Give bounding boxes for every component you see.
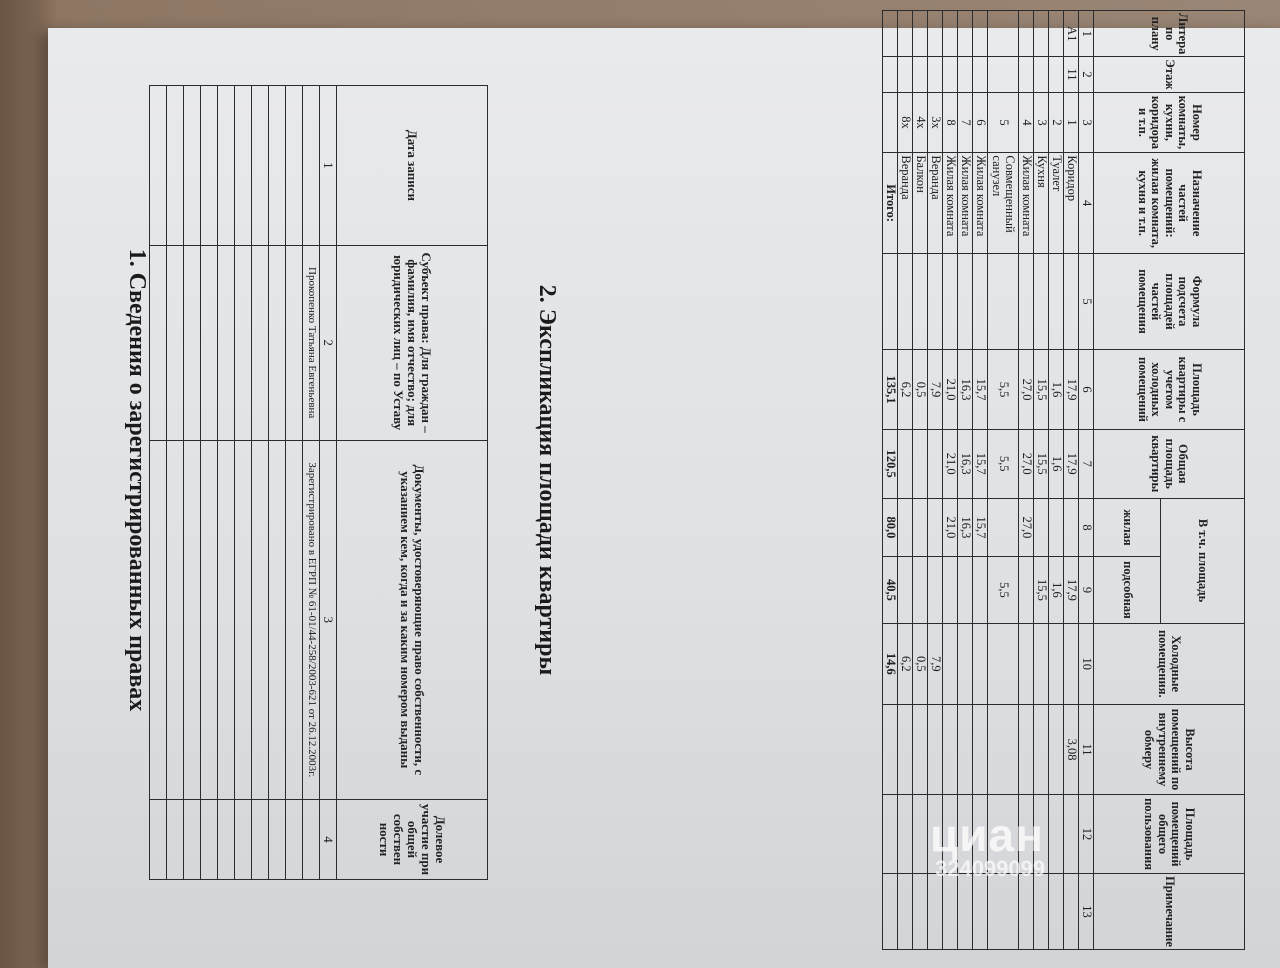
cell-height — [1019, 705, 1034, 795]
cell-cold — [973, 623, 988, 704]
cell-formula — [988, 253, 1019, 349]
header-floor: Этаж — [1094, 57, 1245, 92]
cell-litera — [973, 11, 988, 57]
cell-auxiliary: 1,6 — [1049, 557, 1064, 623]
cell-purpose: Кухня — [1034, 153, 1049, 254]
table-row — [913, 11, 928, 950]
total-living: 80,0 — [883, 498, 898, 557]
cell-auxiliary — [913, 557, 928, 623]
cell-auxiliary — [973, 557, 988, 623]
total-total-area: 120,5 — [883, 429, 898, 498]
cell-height — [1049, 705, 1064, 795]
col-number: 1 — [320, 86, 337, 246]
cell-auxiliary: 17,9 — [1064, 557, 1079, 623]
cell-floor — [1049, 57, 1064, 92]
cell-living — [1034, 498, 1049, 557]
cell-purpose: Жилая комната — [958, 153, 973, 254]
cell-living — [988, 498, 1019, 557]
record-date-cell — [303, 86, 320, 246]
cell-common — [898, 795, 913, 874]
section2-title: 2. Экспликация площади квартиры — [534, 284, 560, 676]
cell-cold: 7,9 — [928, 623, 943, 704]
cell-litera: А1 — [1064, 11, 1079, 57]
cell-formula — [1049, 253, 1064, 349]
cell-purpose: Жилая комната — [973, 153, 988, 254]
col-number: 12 — [1079, 795, 1094, 874]
header-purpose: Назначение частей помещений: жилая комната, кухня и т.п. — [1094, 153, 1245, 254]
cell-height — [988, 705, 1019, 795]
cell-living — [1064, 498, 1079, 557]
cell-purpose: Веранда — [898, 153, 913, 254]
owner-name: Прокопенко Татьяна Евгеньевна — [303, 245, 320, 440]
cell-formula — [883, 253, 898, 349]
cell-cold — [1019, 623, 1034, 704]
cell-height — [1034, 705, 1049, 795]
cell-room-number: 4 — [1019, 92, 1034, 153]
cell-purpose: Совмещенный санузел — [988, 153, 1019, 254]
col-number: 4 — [320, 800, 337, 880]
cell-room-number: 7 — [958, 92, 973, 153]
cell-area-with-cold: 16,3 — [958, 350, 973, 430]
cell-litera — [1049, 11, 1064, 57]
cell-floor — [928, 57, 943, 92]
cell-litera — [898, 11, 913, 57]
cell-auxiliary — [1019, 557, 1034, 623]
cell-room-number: 5 — [988, 92, 1019, 153]
cell-height — [958, 705, 973, 795]
cell-height — [913, 705, 928, 795]
cell-area-with-cold: 21,0 — [943, 350, 958, 430]
cell-common — [883, 795, 898, 874]
cell-cold — [1064, 623, 1079, 704]
col-number: 8 — [1079, 498, 1094, 557]
cell-floor — [958, 57, 973, 92]
header-living: жилая — [1094, 498, 1161, 557]
cell-formula — [1034, 253, 1049, 349]
cell-floor — [1034, 57, 1049, 92]
cell-room-number — [883, 92, 898, 153]
cell-cold: 6,2 — [898, 623, 913, 704]
header-height: Высота помещений по внутреннему обмеру — [1094, 705, 1245, 795]
cell-litera — [943, 11, 958, 57]
cell-floor: 11 — [1064, 57, 1079, 92]
cell-height — [928, 705, 943, 795]
col-number: 4 — [1079, 153, 1094, 254]
cell-litera — [883, 11, 898, 57]
col-number: 3 — [1079, 92, 1094, 153]
cell-area-with-cold: 0,5 — [913, 350, 928, 430]
cell-floor — [973, 57, 988, 92]
cell-formula — [1019, 253, 1034, 349]
cell-living — [898, 498, 913, 557]
cell-formula — [913, 253, 928, 349]
header-room-number: Номер комнаты, кухни, коридора и т.п. — [1094, 92, 1245, 153]
header-including-area: В т.ч. площадь — [1160, 498, 1244, 623]
col-number: 5 — [1079, 253, 1094, 349]
cell-litera — [1019, 11, 1034, 57]
table-row — [898, 11, 913, 950]
cell-height — [943, 705, 958, 795]
cell-living: 27,0 — [1019, 498, 1034, 557]
cell-room-number: 3 — [1034, 92, 1049, 153]
cian-watermark-logo: циан — [930, 809, 1044, 861]
cell-area-with-cold: 17,9 — [1064, 350, 1079, 430]
cell-note — [928, 874, 943, 950]
cell-cold — [988, 623, 1019, 704]
cell-litera — [988, 11, 1019, 57]
cell-area-with-cold: 5,5 — [988, 350, 1019, 430]
cell-purpose: Жилая комната — [1019, 153, 1034, 254]
header-record-date: Дата записи — [337, 86, 488, 246]
cell-living — [928, 498, 943, 557]
cell-auxiliary — [898, 557, 913, 623]
listing-id-watermark: 324099099 — [935, 856, 1046, 881]
cell-total-area: 16,3 — [958, 429, 973, 498]
cell-formula — [928, 253, 943, 349]
cell-area-with-cold: 6,2 — [898, 350, 913, 430]
cell-total-area: 1,6 — [1049, 429, 1064, 498]
cell-total-area: 15,7 — [973, 429, 988, 498]
total-area-with-cold: 135,1 — [883, 350, 898, 430]
cell-litera — [1034, 11, 1049, 57]
cell-floor — [883, 57, 898, 92]
cell-living — [913, 498, 928, 557]
cell-formula — [958, 253, 973, 349]
cell-floor — [913, 57, 928, 92]
cell-cold — [1034, 623, 1049, 704]
header-auxiliary: подсобная — [1094, 557, 1161, 623]
header-subject: Субъект права: Для граждан – фамилия, имя отчество; для юридических лиц – по Уставу — [337, 245, 488, 440]
cell-total-area — [913, 429, 928, 498]
registered-rights-table — [149, 85, 488, 880]
cell-floor — [1019, 57, 1034, 92]
cell-note — [973, 874, 988, 950]
cell-note — [958, 874, 973, 950]
cell-common — [1049, 795, 1064, 874]
cell-area-with-cold: 1,6 — [1049, 350, 1064, 430]
col-number: 2 — [320, 245, 337, 440]
header-common-area: Площадь помещений общего пользования — [1094, 795, 1245, 874]
cell-cold — [1049, 623, 1064, 704]
cell-room-number: 3х — [928, 92, 943, 153]
cell-note — [1034, 874, 1049, 950]
cell-note — [898, 874, 913, 950]
cell-height: 3,08 — [1064, 705, 1079, 795]
col-number: 7 — [1079, 429, 1094, 498]
cell-room-number: 4х — [913, 92, 928, 153]
col-number: 3 — [320, 440, 337, 799]
cell-room-number: 8 — [943, 92, 958, 153]
cell-room-number: 1 — [1064, 92, 1079, 153]
cell-height — [883, 705, 898, 795]
cell-note — [913, 874, 928, 950]
header-documents: Документы, удостоверяющие право собственности, с указанием кем, когда и за каким номером выданы — [337, 440, 488, 799]
cell-room-number: 6 — [973, 92, 988, 153]
header-share: Долевое участие при общей собствен ности — [337, 800, 488, 880]
cell-purpose: Веранда — [928, 153, 943, 254]
section1-title: 1. Сведения о зарегистрированных правах — [124, 248, 150, 712]
total-auxiliary: 40,5 — [883, 557, 898, 623]
cell-height — [898, 705, 913, 795]
col-number: 11 — [1079, 705, 1094, 795]
cell-floor — [988, 57, 1019, 92]
cell-total-area: 17,9 — [1064, 429, 1079, 498]
table-row — [1064, 11, 1079, 950]
cell-total-area — [898, 429, 913, 498]
cell-note — [883, 874, 898, 950]
cell-total-area: 21,0 — [943, 429, 958, 498]
total-cold: 14,6 — [883, 623, 898, 704]
cell-room-number: 8х — [898, 92, 913, 153]
cell-area-with-cold: 15,5 — [1034, 350, 1049, 430]
cell-formula — [943, 253, 958, 349]
cell-cold — [958, 623, 973, 704]
cell-cold: 0,5 — [913, 623, 928, 704]
cell-auxiliary: 15,5 — [1034, 557, 1049, 623]
cell-total-area: 27,0 — [1019, 429, 1034, 498]
cell-total-area: 15,5 — [1034, 429, 1049, 498]
col-number: 1 — [1079, 11, 1094, 57]
cell-note — [943, 874, 958, 950]
share-cell — [303, 800, 320, 880]
cell-formula — [1064, 253, 1079, 349]
cell-area-with-cold: 27,0 — [1019, 350, 1034, 430]
cell-litera — [958, 11, 973, 57]
cell-cold — [943, 623, 958, 704]
col-number: 9 — [1079, 557, 1094, 623]
cell-living: 16,3 — [958, 498, 973, 557]
cell-note — [988, 874, 1019, 950]
header-cold-rooms: Холодные помещения. — [1094, 623, 1245, 704]
cell-area-with-cold: 7,9 — [928, 350, 943, 430]
header-litera: Литера по плану — [1094, 11, 1245, 57]
header-area-with-cold: Площадь квартиры с учетом холодных помещений — [1094, 350, 1245, 430]
cell-common — [913, 795, 928, 874]
header-formula: Формула подсчета площадей частей помещения — [1094, 253, 1245, 349]
cell-formula — [898, 253, 913, 349]
cell-formula — [973, 253, 988, 349]
cell-living — [1049, 498, 1064, 557]
cell-height — [973, 705, 988, 795]
total-label: Итого: — [883, 153, 898, 254]
cell-litera — [928, 11, 943, 57]
ownership-document: Зарегистрировано в ЕГРП № 61-01/44-258/2003-621 от 26.12.2003г. — [303, 440, 320, 799]
col-number: 6 — [1079, 350, 1094, 430]
cell-living: 21,0 — [943, 498, 958, 557]
cell-floor — [898, 57, 913, 92]
header-note: Примечание — [1094, 874, 1245, 950]
cell-purpose: Балкон — [913, 153, 928, 254]
total-row — [883, 11, 898, 950]
cell-area-with-cold: 15,7 — [973, 350, 988, 430]
table-row — [1049, 11, 1064, 950]
cell-floor — [943, 57, 958, 92]
cell-purpose: Жилая комната — [943, 153, 958, 254]
cell-auxiliary — [958, 557, 973, 623]
column-numbers-row — [1079, 11, 1094, 950]
cell-auxiliary: 5,5 — [988, 557, 1019, 623]
cell-note — [1049, 874, 1064, 950]
cell-purpose: Коридор — [1064, 153, 1079, 254]
cell-auxiliary — [943, 557, 958, 623]
cell-room-number: 2 — [1049, 92, 1064, 153]
cell-purpose: Туалет — [1049, 153, 1064, 254]
cell-note — [1064, 874, 1079, 950]
cell-note — [1019, 874, 1034, 950]
col-number: 2 — [1079, 57, 1094, 92]
cell-common — [1064, 795, 1079, 874]
col-number: 10 — [1079, 623, 1094, 704]
header-total-area: Общая площадь квартиры — [1094, 429, 1245, 498]
cell-living: 15,7 — [973, 498, 988, 557]
cell-auxiliary — [928, 557, 943, 623]
cell-litera — [913, 11, 928, 57]
cell-total-area — [928, 429, 943, 498]
cell-total-area: 5,5 — [988, 429, 1019, 498]
col-number: 13 — [1079, 874, 1094, 950]
